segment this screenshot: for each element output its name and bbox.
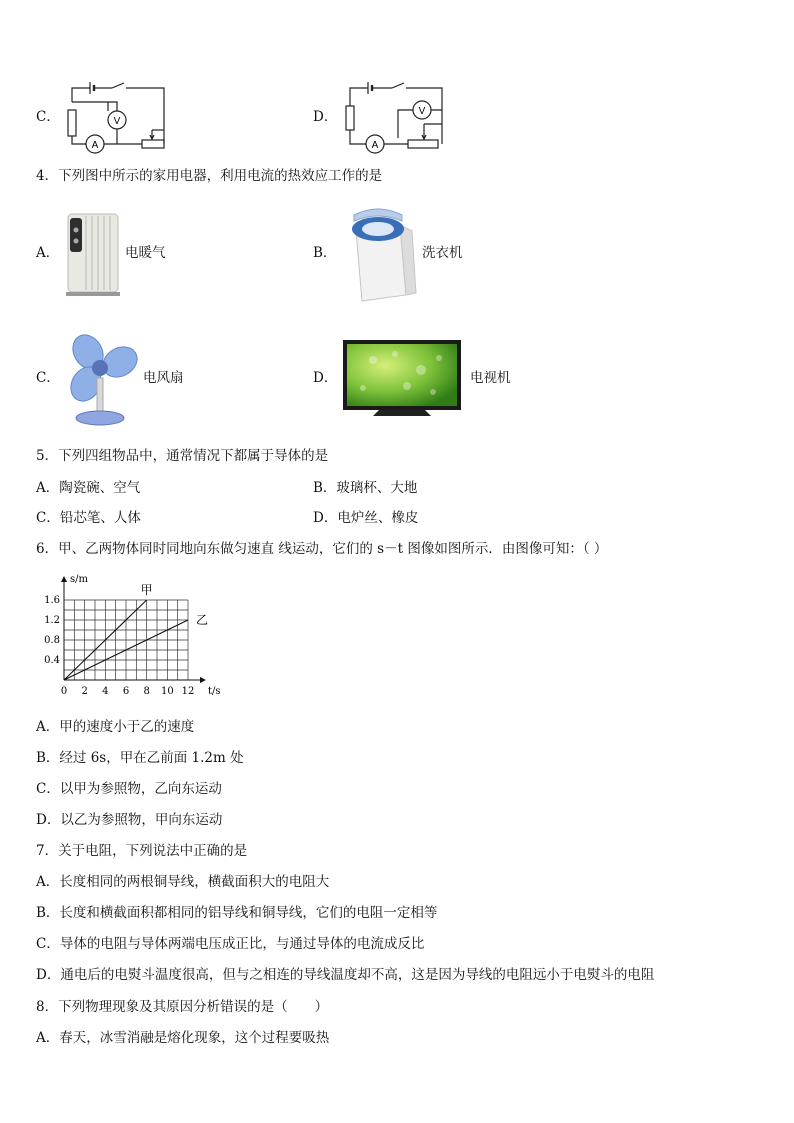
- q7-option-a: A．长度相同的两根铜导线，横截面积大的电阻大: [36, 874, 330, 890]
- x-tick-label: 4: [102, 686, 109, 697]
- circuit-diagram-c: [62, 80, 172, 160]
- q3-option-c-label: C．: [36, 109, 60, 125]
- ammeter-symbol-c: A: [91, 140, 99, 151]
- y-tick-label: 0.8: [44, 635, 60, 646]
- x-tick-label: 8: [143, 686, 150, 697]
- q4-option-d-label: D．: [313, 370, 338, 386]
- q7-option-b: B．长度和横截面积都相同的铝导线和铜导线，它们的电阻一定相等: [36, 905, 438, 921]
- q5-option-d: D．电炉丝、橡皮: [313, 510, 419, 526]
- y-tick-label: 1.6: [44, 595, 60, 606]
- q4-option-b-label: B．: [313, 245, 337, 261]
- voltmeter-symbol-c: V: [113, 116, 121, 127]
- q5-stem: 5．下列四组物品中，通常情况下都属于导体的是: [36, 448, 329, 464]
- x-tick-label: 10: [160, 686, 174, 697]
- q3-option-d-label: D．: [313, 109, 338, 125]
- x-tick-label: 6: [122, 686, 130, 697]
- y-axis-label: s/m: [70, 574, 88, 585]
- q4-stem: 4．下列图中所示的家用电器，利用电流的热效应工作的是: [36, 168, 383, 184]
- q4-option-c-name: 电风扇: [143, 370, 184, 386]
- q4-option-b-name: 洗衣机: [422, 245, 463, 261]
- circuit-diagram-d: [340, 80, 450, 160]
- q6-option-a: A．甲的速度小于乙的速度: [36, 719, 195, 735]
- q6-option-d: D．以乙为参照物，甲向东运动: [36, 812, 223, 828]
- x-axis-label: t/s: [208, 686, 221, 697]
- electric-fan-icon: [62, 334, 140, 430]
- x-axis-arrow: [200, 677, 206, 683]
- ammeter-symbol-d: A: [371, 140, 379, 151]
- x-tick-label: 0: [60, 686, 68, 697]
- series-label-1: 甲: [140, 583, 153, 597]
- x-tick-label: 12: [181, 686, 195, 697]
- q4-option-c-label: C．: [36, 370, 60, 386]
- q6-stem: 6．甲、乙两物体同时同地向东做匀速直 线运动，它们的 s－t 图像如图所示．由图像可知：（ ）: [36, 541, 608, 557]
- y-tick-label: 0.4: [44, 655, 60, 666]
- q6-option-c: C．以甲为参照物，乙向东运动: [36, 781, 222, 797]
- series-label-2: 乙: [196, 613, 209, 627]
- voltmeter-symbol-d: V: [418, 106, 426, 117]
- q7-stem: 7．关于电阻，下列说法中正确的是: [36, 843, 248, 859]
- q4-option-d-name: 电视机: [470, 370, 511, 386]
- q7-option-c: C．导体的电阻与导体两端电压成正比，与通过导体的电流成反比: [36, 936, 425, 952]
- y-tick-label: 1.2: [44, 615, 60, 626]
- x-tick-label: 2: [81, 686, 88, 697]
- washing-machine-icon: [342, 205, 416, 303]
- y-axis-arrow: [61, 576, 67, 582]
- q7-option-d: D．通电后的电熨斗温度很高，但与之相连的导线温度却不高，这是因为导线的电阻远小于电熨斗的电阻: [36, 967, 655, 983]
- q6-option-b: B．经过 6s，甲在乙前面 1.2m 处: [36, 750, 244, 766]
- q5-option-c: C．铅芯笔、人体: [36, 510, 141, 526]
- television-icon: [343, 340, 463, 422]
- s-t-graph: [36, 568, 236, 708]
- q5-option-b: B．玻璃杯、大地: [313, 480, 418, 496]
- q5-option-a: A．陶瓷碗、空气: [36, 480, 141, 496]
- q4-option-a-label: A．: [36, 245, 60, 261]
- q8-stem: 8．下列物理现象及其原因分析错误的是（ ）: [36, 999, 329, 1015]
- electric-heater-icon: [62, 208, 124, 300]
- q4-option-a-name: 电暖气: [125, 245, 166, 261]
- q8-option-a: A．春天，冰雪消融是熔化现象，这个过程要吸热: [36, 1030, 330, 1046]
